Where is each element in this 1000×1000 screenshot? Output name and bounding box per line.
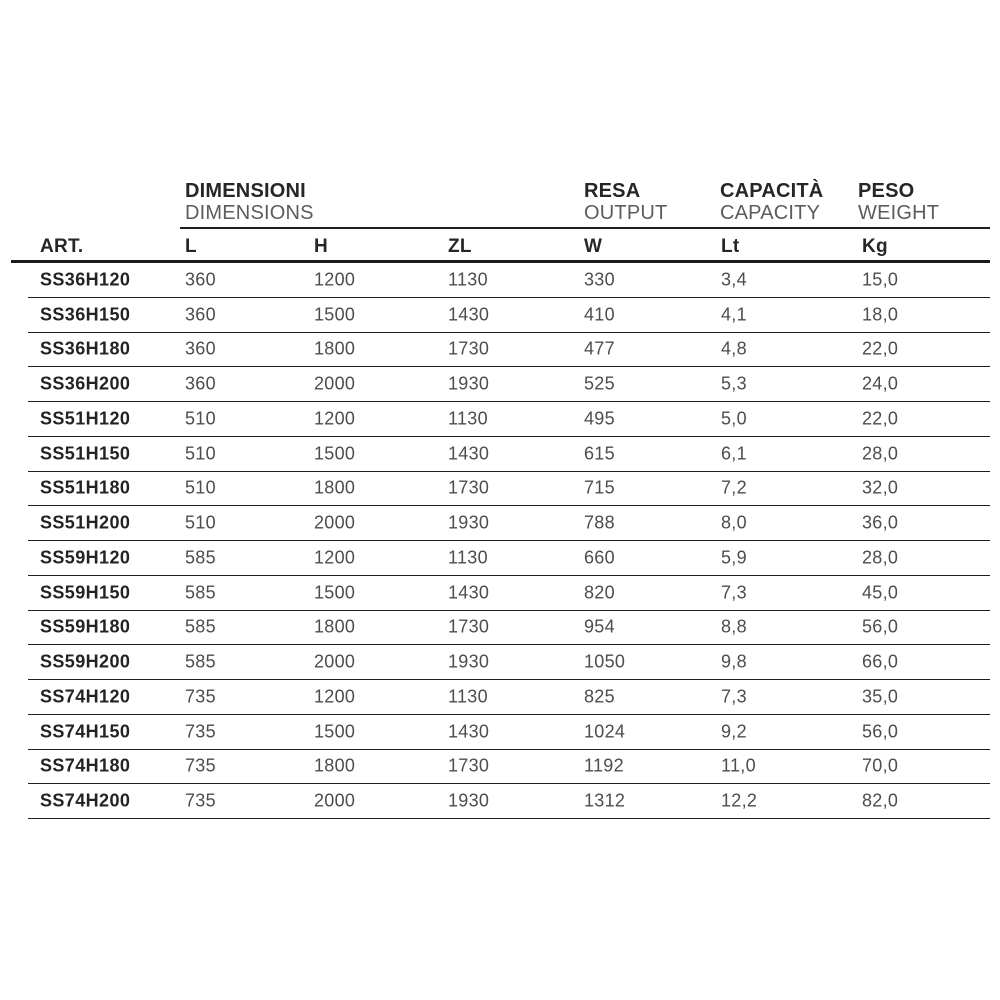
group-underline [180, 227, 990, 229]
cell-value: 1130 [448, 686, 488, 707]
article-code: SS36H150 [40, 304, 131, 325]
cell-value: 1200 [314, 269, 356, 290]
cell-value: 8,0 [721, 512, 747, 533]
article-code: SS59H180 [40, 616, 131, 637]
cell-value: 45,0 [862, 582, 899, 603]
table-row [28, 263, 990, 298]
group-sub-label: CAPACITY [720, 202, 821, 224]
cell-value: 22,0 [862, 338, 899, 359]
cell-value: 1730 [448, 338, 490, 359]
column-header-zl: ZL [448, 236, 472, 257]
cell-value: 360 [185, 304, 216, 325]
cell-value: 22,0 [862, 408, 899, 429]
article-code: SS51H180 [40, 477, 131, 498]
cell-value: 11,0 [721, 755, 756, 776]
column-header-kg: Kg [862, 236, 888, 257]
group-header-dimensions [185, 180, 314, 224]
table-row [28, 680, 990, 715]
cell-value: 9,2 [721, 721, 747, 742]
cell-value: 2000 [314, 651, 356, 672]
cell-value: 1192 [584, 755, 624, 776]
article-code: SS51H200 [40, 512, 131, 533]
group-main-label: RESA [584, 180, 641, 202]
cell-value: 82,0 [862, 790, 899, 811]
cell-value: 15,0 [862, 269, 899, 290]
cell-value: 735 [185, 790, 216, 811]
column-header-w: W [584, 236, 603, 257]
article-code: SS74H120 [40, 686, 131, 707]
cell-value: 1130 [448, 408, 488, 429]
cell-value: 1730 [448, 616, 490, 637]
table-row [28, 784, 990, 819]
cell-value: 360 [185, 373, 216, 394]
table-row [28, 750, 990, 785]
cell-value: 410 [584, 304, 615, 325]
article-code: SS51H120 [40, 408, 131, 429]
column-header-row [0, 236, 1000, 261]
cell-value: 3,4 [721, 269, 747, 290]
cell-value: 585 [185, 547, 216, 568]
table-row [28, 715, 990, 750]
cell-value: 1500 [314, 582, 356, 603]
cell-value: 510 [185, 512, 216, 533]
cell-value: 1130 [448, 547, 488, 568]
cell-value: 5,9 [721, 547, 747, 568]
cell-value: 585 [185, 651, 216, 672]
cell-value: 9,8 [721, 651, 747, 672]
cell-value: 24,0 [862, 373, 899, 394]
group-header-output [584, 180, 667, 224]
cell-value: 360 [185, 338, 216, 359]
cell-value: 1800 [314, 755, 356, 776]
cell-value: 510 [185, 408, 216, 429]
cell-value: 820 [584, 582, 615, 603]
cell-value: 1800 [314, 338, 356, 359]
table-row [28, 645, 990, 680]
cell-value: 585 [185, 616, 216, 637]
table-body [28, 263, 990, 819]
table-row [28, 541, 990, 576]
table-row [28, 611, 990, 646]
table-row [28, 367, 990, 402]
cell-value: 1200 [314, 408, 356, 429]
article-code: SS59H150 [40, 582, 131, 603]
cell-value: 2000 [314, 512, 356, 533]
cell-value: 715 [584, 477, 615, 498]
column-header-lt: Lt [721, 236, 740, 257]
cell-value: 7,3 [721, 582, 747, 603]
article-code: SS36H180 [40, 338, 131, 359]
cell-value: 35,0 [862, 686, 899, 707]
cell-value: 1312 [584, 790, 626, 811]
article-code: SS59H120 [40, 547, 131, 568]
table-row [28, 437, 990, 472]
cell-value: 32,0 [862, 477, 899, 498]
cell-value: 1430 [448, 582, 490, 603]
group-sub-label: WEIGHT [858, 202, 940, 224]
cell-value: 70,0 [862, 755, 899, 776]
cell-value: 8,8 [721, 616, 747, 637]
cell-value: 954 [584, 616, 615, 637]
cell-value: 1430 [448, 443, 490, 464]
cell-value: 66,0 [862, 651, 899, 672]
column-header-h: H [314, 236, 329, 257]
cell-value: 5,3 [721, 373, 747, 394]
group-sub-label: OUTPUT [584, 202, 668, 224]
group-header-capacity [720, 180, 823, 224]
cell-value: 12,2 [721, 790, 758, 811]
cell-value: 1730 [448, 477, 490, 498]
cell-value: 4,1 [721, 304, 747, 325]
article-code: SS59H200 [40, 651, 131, 672]
cell-value: 1930 [448, 790, 490, 811]
cell-value: 660 [584, 547, 615, 568]
table-row [28, 333, 990, 368]
article-code: SS51H150 [40, 443, 131, 464]
table-row [28, 576, 990, 611]
cell-value: 28,0 [862, 547, 899, 568]
group-main-label: PESO [858, 180, 915, 202]
group-main-label: DIMENSIONI [185, 180, 306, 202]
cell-value: 1930 [448, 651, 490, 672]
cell-value: 1730 [448, 755, 490, 776]
cell-value: 585 [185, 582, 216, 603]
cell-value: 615 [584, 443, 615, 464]
cell-value: 1200 [314, 547, 356, 568]
table-row [28, 472, 990, 507]
group-sub-label: DIMENSIONS [185, 202, 314, 224]
cell-value: 1130 [448, 269, 488, 290]
cell-value: 1500 [314, 443, 356, 464]
cell-value: 5,0 [721, 408, 747, 429]
cell-value: 1430 [448, 721, 490, 742]
cell-value: 330 [584, 269, 615, 290]
article-code: SS74H200 [40, 790, 131, 811]
group-header-weight [858, 180, 939, 224]
cell-value: 360 [185, 269, 216, 290]
cell-value: 1500 [314, 721, 356, 742]
cell-value: 7,3 [721, 686, 747, 707]
spec-table [0, 175, 1000, 825]
cell-value: 1024 [584, 721, 626, 742]
table-row [28, 298, 990, 333]
cell-value: 36,0 [862, 512, 899, 533]
cell-value: 1930 [448, 373, 490, 394]
cell-value: 1200 [314, 686, 356, 707]
cell-value: 735 [185, 755, 216, 776]
cell-value: 1800 [314, 616, 356, 637]
column-header-l: L [185, 236, 197, 257]
cell-value: 1500 [314, 304, 356, 325]
cell-value: 477 [584, 338, 615, 359]
cell-value: 1050 [584, 651, 626, 672]
cell-value: 735 [185, 721, 216, 742]
article-code: SS36H120 [40, 269, 131, 290]
column-header-art: ART. [40, 236, 84, 257]
table-row [28, 506, 990, 541]
cell-value: 825 [584, 686, 615, 707]
cell-value: 56,0 [862, 721, 899, 742]
article-code: SS36H200 [40, 373, 131, 394]
cell-value: 525 [584, 373, 615, 394]
cell-value: 788 [584, 512, 615, 533]
cell-value: 6,1 [721, 443, 747, 464]
cell-value: 4,8 [721, 338, 747, 359]
cell-value: 18,0 [862, 304, 899, 325]
article-code: SS74H150 [40, 721, 131, 742]
cell-value: 2000 [314, 790, 356, 811]
cell-value: 28,0 [862, 443, 899, 464]
cell-value: 56,0 [862, 616, 899, 637]
cell-value: 1800 [314, 477, 356, 498]
article-code: SS74H180 [40, 755, 131, 776]
cell-value: 510 [185, 477, 216, 498]
cell-value: 1930 [448, 512, 490, 533]
group-main-label: CAPACITÀ [720, 180, 824, 202]
cell-value: 510 [185, 443, 216, 464]
cell-value: 495 [584, 408, 615, 429]
cell-value: 2000 [314, 373, 356, 394]
table-row [28, 402, 990, 437]
cell-value: 7,2 [721, 477, 747, 498]
cell-value: 735 [185, 686, 216, 707]
cell-value: 1430 [448, 304, 490, 325]
